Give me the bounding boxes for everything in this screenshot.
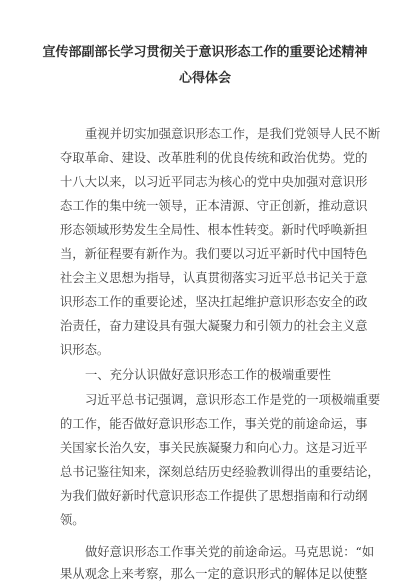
paragraph-2-line: 习近平总书记强调，意识形态工作是党的一项极端重要	[85, 393, 381, 407]
paragraph-3-line: 做好意识形态工作事关党的前途命运。马克思说：“如	[85, 545, 375, 559]
paragraph-2-line: 关国家长治久安，事关民族凝聚力和向心力。这是习近平	[60, 441, 368, 455]
paragraph-2-line: 为我们做好新时代意识形态工作提供了思想指南和行动纲	[60, 489, 368, 503]
paragraph-1-line: 夺取革命、建设、改革胜利的优良传统和政治优势。党的	[60, 151, 368, 165]
paragraph-1-line: 形态领域形势发生全局性、根本性转变。新时代呼唤新担	[60, 223, 368, 237]
paragraph-1-line: 治责任，奋力建设具有强大凝聚力和引领力的社会主义意	[60, 319, 368, 333]
paragraph-1-line: 重视并切实加强意识形态工作，是我们党领导人民不断	[85, 127, 381, 141]
paragraph-1-line: 态工作的集中统一领导，正本清源、守正创新，推动意识	[60, 199, 368, 213]
paragraph-1-line: 当，新征程要有新作为。我们要以习近平新时代中国特色	[60, 247, 368, 261]
section-heading: 一、充分认识做好意识形态工作的极端重要性	[85, 368, 331, 382]
paragraph-1-line: 识形态。	[60, 343, 110, 357]
paragraph-2-line: 领。	[60, 513, 85, 527]
paragraph-1-line: 十八大以来，以习近平同志为核心的党中央加强对意识形	[60, 175, 368, 189]
document-title-line-2: 心得体会	[178, 71, 231, 86]
paragraph-1-line: 社会主义思想为指导，认真贯彻落实习近平总书记关于意	[60, 271, 368, 285]
paragraph-2-line: 的工作，能否做好意识形态工作，事关党的前途命运，事	[60, 417, 368, 431]
document-title-line-1: 宣传部副部长学习贯彻关于意识形态工作的重要论述精神	[42, 45, 368, 60]
paragraph-2-line: 总书记鉴往知来，深刻总结历史经验教训得出的重要结论，	[60, 465, 380, 479]
paragraph-3-line: 果从观念上来考察，那么一定的意识形式的解体足以使整	[60, 567, 368, 581]
paragraph-1-line: 识形态工作的重要论述，坚决扛起维护意识形态安全的政	[60, 295, 368, 309]
